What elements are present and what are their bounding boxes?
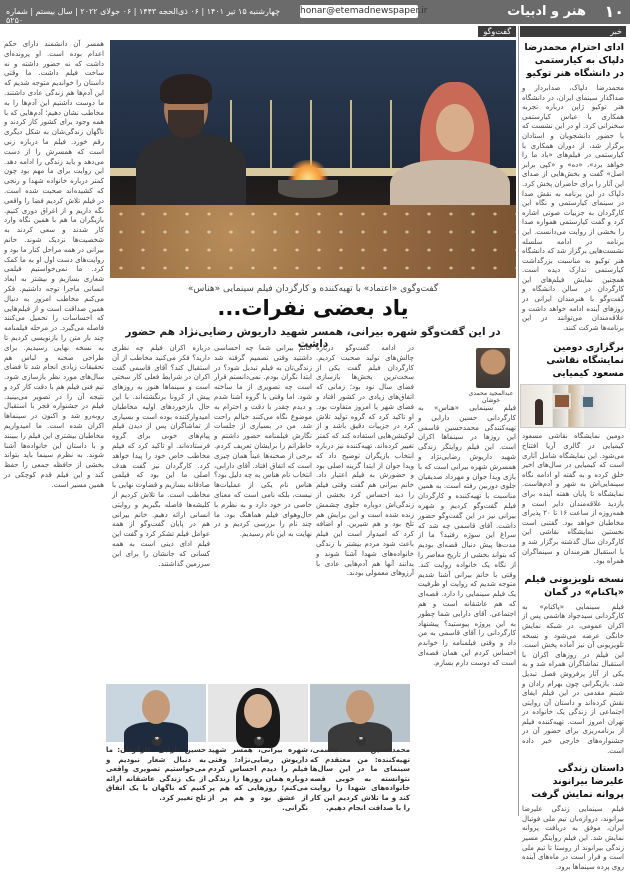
profile-photo	[310, 684, 410, 742]
quote-icon: ❞	[356, 736, 366, 746]
news-headline-3: نسخه تلویزیونی فیلم «پاکنام» در گمان	[524, 573, 624, 598]
profile-quote: محمدحسین قاسمی، تهیه‌کننده: من معتقدم که سینمای ما در این سال‌ها نتوانسته به خوبی قصه خانواده‌های شهدا را روایت کند و ما تلاش کردیم این کار را با صداقت انجام دهیم.	[310, 746, 410, 812]
body-column-2	[316, 344, 414, 674]
quote-profiles	[4, 684, 516, 812]
news-body-1: محمدرضا دلپاک، صدابردار و صداگذار سینمای ایران، در دانشگاه هنر توکیو ژاپن درباره تجربه همکاری با عباس کیارستمی سخنرانی کرد. او در این نشست که با حضور دانشجویان و استادان برگزار شد، از دوران همکاری با کیارستمی در فیلم‌های «باد ما را خواهد برد»، «ده» و «کپی برابر اصل» گفت و بخش‌هایی از صدای این آثار را برای حاضران پخش کرد. دلپاک در این برنامه به نقش صدا در سینمای کیارستمی و نگاه این کارگردان به جزییات صوتی اشاره کرد و گفت کیارستمی همواره صدا را بخشی از روایت می‌دانست. این برنامه در ادامه سلسله نشست‌هایی برگزار شد که دانشگاه هنر توکیو به مناسبت بزرگداشت کیارستمی تدارک دیده است. همچنین نمایش فیلم‌های این کارگردان در سالن دانشگاه و گفت‌وگو با هنرمندان ایرانی در روزهای آینده ادامه خواهد داشت و علاقه‌مندان می‌توانند در این برنامه‌ها شرکت کنند.	[522, 84, 624, 332]
profile-quote: حسین دارابی، کارگردان: ما به دنبال شعار نبودیم و می‌خواستیم تصویری واقعی از یک زندگی عاشقانه ارائه کنیم که ناگهان با یک اتفاق تلخ تغییر کرد.	[106, 746, 206, 802]
page-header	[0, 0, 630, 24]
man-figure	[136, 134, 246, 214]
profile-director	[106, 684, 206, 812]
article-tag: گفت‌وگو	[478, 26, 516, 37]
quote-icon: ❞	[254, 736, 264, 746]
section-title: هنر و ادبیات	[507, 4, 586, 19]
gallery-photo	[520, 384, 626, 428]
window-rail	[270, 100, 272, 175]
profile-producer	[310, 684, 410, 812]
reporter-byline	[418, 344, 516, 402]
painting-frame	[553, 393, 571, 409]
article-kicker: گفت‌وگوی «اعتماد» با تهیه‌کننده و کارگردان فیلم سینمایی «هناس»	[187, 284, 439, 294]
column-divider	[518, 26, 519, 816]
wall-pattern	[110, 205, 516, 278]
news-body-3: فیلم سینمایی «پاکنام» به کارگردانی سیدجواد هاشمی پس از اکران عمومی، در شبکه نمایش خانگی عرضه می‌شود و نسخه تلویزیونی آن نیز آماده پخش است. این فیلم در روزهای اکران با استقبال تماشاگران همراه شد و به یکی از آثار پرفروش فصل تبدیل شد. بازیگرانی چون بهرام رادان و شبنم مقدمی در این فیلم ایفای نقش کرده‌اند و داستان آن روایتی اجتماعی از زندگی یک خانواده در تهران امروز است. تهیه‌کننده فیلم از برنامه‌ریزی برای حضور آن در جشنواره‌های خارجی خبر داده است.	[522, 602, 624, 755]
painting-frame	[581, 395, 595, 409]
body-text-2: در ادامه گفت‌وگو درباره چالش‌های تولید صحبت کردیم. کارگردان فیلم گفت یکی از سخت‌ترین بخش‌ها بازسازی فضای سال نود بود؛ زمانی که اتفاق‌های زیادی در کشور افتاد و فضای شهر با امروز متفاوت بود. او تاکید کرد که گروه تولید تلاش کرد در جزییات دقیق باشد و از لوکیشن‌هایی استفاده کند که کمتر تغییر کرده‌اند. تهیه‌کننده نیز درباره انتخاب بازیگران توضیح داد که ویدا جوان از ابتدا گزینه اصلی بود و حضورش به فیلم اعتبار داد. خانم بیرانی هم گفت وقتی فیلم را دید احساس کرد بخشی از زندگی‌اش دوباره جلوی چشمش زنده شده است و این برایش هم تلخ بود و هم شیرین. او اضافه کرد که امیدوار است این فیلم باعث شود مردم بیشتر با زندگی خانواده‌های شهدا آشنا شوند و بدانند آنها هم آدم‌هایی عادی با آرزوهای معمولی بودند.	[316, 344, 414, 578]
section-email[interactable]: honar@etemadnewspaper.ir	[300, 6, 428, 16]
profile-photo	[208, 684, 308, 742]
body-text-4: درباره اکران فیلم چه نظری دارید؟ فکر می‌کنید مخاطب از آن استقبال کند؟ آقای قاسمی گفت اکران در شرایط فعلی کار سختی است و سینماها هنوز به روزهای پیش از کرونا برنگشته‌اند. با این حال بازخوردهای اولیه مخاطبان امیدوارکننده بوده است و بسیاری از تماشاگران پس از دیدن فیلم پیام‌های خوبی برای گروه فرستاده‌اند. او تاکید کرد که فیلم مخاطب خاص خود را پیدا خواهد کرد. کارگردان نیز گفت هدف اصلی ما این بود که فیلمی صادقانه بسازیم و قضاوت نهایی با مخاطب است. ما تلاش کردیم از کلیشه‌ها فاصله بگیریم و روایتی انسانی ارائه دهیم. خانم بیرانی هم در پایان گفت‌وگو از همه عوامل فیلم تشکر کرد و گفت این فیلم ادای دینی است به همه کسانی که جانشان را برای این سرزمین گذاشتند.	[112, 344, 210, 568]
profile-photo	[106, 684, 206, 742]
visitor-figure	[535, 399, 543, 425]
news-column	[520, 26, 626, 871]
body-text-1: فیلم سینمایی «هناس» به کارگردانی حسین دارابی و تهیه‌کنندگی محمدحسین قاسمی این روزها در سینماها اکران است. این فیلم روایتگر زندگی شهید داریوش رضایی‌نژاد و همسرش شهره بیرانی است که با بازی ویدا جوان و مهرداد صدیقیان جلوی دوربین رفته است. به همین مناسبت با تهیه‌کننده و کارگردان فیلم گفت‌وگو کردیم و شهره بیرانی نیز در این گفت‌وگو حضور داشت. آقای قاسمی چه شد که سراغ این سوژه رفتید؟ ما از مدت‌ها پیش دنبال قصه‌ای بودیم که بتواند بخشی از تاریخ معاصر را از نگاه یک خانواده روایت کند. وقتی با خانم بیرانی آشنا شدیم متوجه شدیم که روایت او ظرفیت یک فیلم سینمایی را دارد. قصه‌ای که هم عاشقانه است و هم اجتماعی. آقای دارابی شما چطور به این پروژه پیوستید؟ پیشنهاد کارگردانی را آقای قاسمی به من داد و وقتی فیلمنامه را خواندم احساس کردم این همان قصه‌ای است که دوست دارم بسازم.	[418, 404, 516, 667]
main-article	[4, 26, 516, 816]
body-column-4	[112, 344, 210, 674]
article-body	[110, 344, 516, 674]
film-still-photo	[110, 40, 516, 278]
article-headline: یاد بعضی نفرات...	[217, 296, 409, 320]
woman-face	[436, 104, 474, 152]
article-subhead: در این گفت‌وگو شهره بیرانی، همسر شهید داریوش رضایی‌نژاد هم حضور داشت	[125, 326, 501, 350]
fire-pot	[278, 180, 338, 198]
continued-text: همسر آن دانشمند دارای حکم اعدام بوده است. او پرونده‌ای داشت که نه حضور داشته و نه ساخت فیلم داشت. ما وقتی داستان را خواندیم متوجه شدیم که این آدم‌ها هم زندگی عادی داشتند. ما دوست داشتیم این آدم‌ها را به مخاطب نشان دهیم؛ آدم‌هایی که با همه وجود برای کشور کار کردند و ناگهان زندگی‌شان به شکل دیگری رقم خورد. فیلم ما درباره زنی است که همسرش را از دست می‌دهد و باید زندگی را ادامه دهد. این روایت برای ما مهم بود چون کمتر درباره خانواده شهدا و رنجی که کشیده‌اند صحبت شده است. در فیلم تلاش کردیم فضا را واقعی نگه داریم و از اغراق دوری کنیم. بازیگران ما هم با همین نگاه وارد کار شدند و سعی کردند به شخصیت‌ها نزدیک شوند. خانم بیرانی در همه مراحل کنار ما بود و روایت‌های دست اول او به ما کمک کرد. ما نمی‌خواستیم فیلمی شعاری بسازیم و بیشتر به ابعاد انسانی ماجرا توجه داشتیم. فکر می‌کنم مخاطب امروز به دنبال همین صداقت است و از فیلم‌هایی که احساسات را تحمیل می‌کنند فاصله می‌گیرد. در مرحله فیلمنامه چند بار متن را بازنویسی کردیم تا به نسخه نهایی رسیدیم. برای طراحی صحنه و لباس هم تحقیقات زیادی انجام شد تا فضای سال‌های مورد نظر بازسازی شود. تیم فنی فیلم هم با دقت کار کرد و نتیجه آن را در تصویر می‌بینید. فیلم در جشنواره فجر با استقبال روبه‌رو شد و اکنون در سینماها اکران شده است. ما امیدواریم مخاطبان بیشتری این فیلم را ببینند و با داستان این خانواده‌ها آشنا شوند. به نظرم سینما باید بتواند بخشی از حافظه جمعی را حفظ کند و این فیلم قدم کوچکی در همین مسیر است.	[4, 40, 104, 489]
profile-quote: شهره بیرانی، همسر شهید داریوش رضایی‌نژاد: وقتی فیلم را دیدم احساس کردم دوباره همان روزها را زندگی می‌کنم؛ روزهایی که هم پر از عشق بود و هم پر از نگرانی.	[208, 746, 308, 812]
reporter-name: عبدالمجید محمدی خوشان	[468, 390, 514, 404]
dateline: چهارشنبه ۱۵ تیر ۱۴۰۱ | ۰۶ ذی‌الحجه ۱۴۴۳ | ۰۶ جولای ۲۰۲۲ | سال بیستم | شماره ۵۲۵۰	[6, 7, 280, 25]
reporter-avatar	[476, 348, 510, 388]
profile-widow	[208, 684, 308, 812]
body-column-3	[214, 344, 312, 674]
window-rail	[350, 100, 352, 175]
window-rail	[390, 100, 392, 175]
news-body-4: فیلم سینمایی زندگی علیرضا بیرانوند، دروازه‌بان تیم ملی فوتبال ایران، موفق به دریافت پروانه نمایش شد. این فیلم روایتگر مسیر زندگی بیرانوند از روستا تا تیم ملی است و قرار است در ماه‌های آینده روی پرده سینماها برود.	[522, 805, 624, 871]
page-number: ۱۰	[604, 2, 624, 21]
news-body-2: دومین نمایشگاه نقاشی مسعود کیمیایی در گالری آریا افتتاح می‌شود. این نمایشگاه شامل آثاری است که کیمیایی در سال‌های اخیر خلق کرده و به گفته او ادامه نگاه سینمایی‌اش به شهر و آدم‌هاست. نمایشگاه تا پایان هفته آینده برای بازدید علاقه‌مندان دایر است و همه‌روزه از ساعت ۱۶ تا ۲۰ پذیرای مخاطبان خواهد بود. گفتنی است نخستین نمایشگاه نقاشی این کارگردان سال گذشته برگزار شد و با استقبال هنرمندان و سینماگران همراه بود.	[522, 432, 624, 566]
news-headline-1: ادای احترام محمدرضا دلپاک به کیارستمی در دانشگاه هنر توکیو	[524, 42, 624, 79]
man-hair	[160, 74, 212, 104]
news-tag: خبر	[520, 26, 626, 37]
body-text-3: خانم بیرانی شما چه احساسی داشتید وقتی تصمیم گرفته شد زندگی‌تان به فیلم تبدیل شود؟ در ابتدا نگران بودم. نمی‌دانستم قرار است چه تصویری از ما ساخته شود. اما وقتی با گروه آشنا شدم و دیدم چقدر با دقت و احترام به موضوع نگاه می‌کنند خیالم راحت شد. من در بسیاری از جلسات نگارش فیلمنامه حضور داشتم و خاطراتم را برایشان تعریف کردم. برخی از صحنه‌ها عیناً همان چیزی است که اتفاق افتاد. آقای دارابی، انتخاب نام هناس به چه دلیل بود؟ هناس نام یکی از عملیات‌ها نیست، بلکه نامی است که معنای خاصی در خود دارد و به نظرم با حال‌وهوای فیلم هماهنگ بود. ما چند نام را بررسی کردیم و در نهایت به این نام رسیدیم.	[214, 344, 312, 539]
man-beard	[168, 110, 204, 138]
news-headline-4: داستان زندگی علیرضا بیرانوند پروانه نمایش گرفت	[531, 763, 624, 801]
quote-icon: ❞	[152, 736, 162, 746]
news-headline-2: برگزاری دومین نمایشگاه نقاشی مسعود کیمیایی	[546, 342, 624, 380]
